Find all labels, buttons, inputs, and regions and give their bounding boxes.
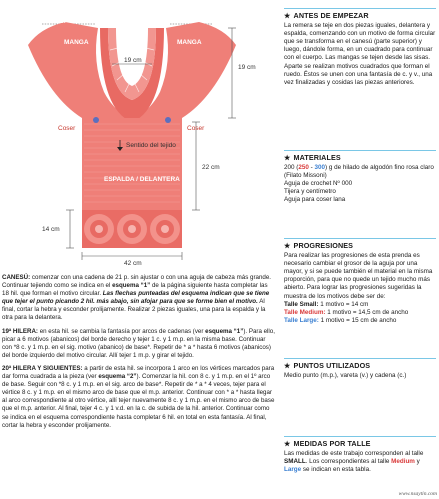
label-height-bottom: 14 cm [42, 226, 60, 233]
section-title [284, 440, 436, 448]
canesu-text-3: Al final, cortar la hebra y esconder prolijamente. Realizar 2 piezas iguales, una para la espalda y la otra para la delantera. [2, 298, 266, 322]
section-antes [284, 8, 436, 87]
star-icon: ★ [284, 241, 291, 250]
label-height-right: 19 cm [238, 64, 256, 71]
label-panel: ESPALDA / DELANTERA [104, 176, 180, 183]
section-title [284, 362, 436, 370]
talle-small: Talle Small: 1 motivo = 14 cm [284, 300, 369, 308]
instructions [2, 274, 276, 435]
h20-paragraph [2, 365, 276, 430]
watermark: www.nsaytin.com [398, 491, 437, 497]
label-coser-left-top: Coser [48, 18, 67, 25]
label-manga-left: MANGA [64, 39, 89, 46]
materiales-line3: Tijera y centímetro [284, 188, 336, 196]
label-coser-left-side: Coser [58, 125, 76, 132]
divider [284, 150, 436, 151]
hem-motifs [84, 214, 180, 244]
medium-value: 250 [298, 164, 309, 172]
section-title [284, 242, 436, 250]
section-progresiones [284, 238, 436, 325]
puntos-title: PUNTOS UTILIZADOS [293, 361, 371, 370]
antes-text: La remera se teje en dos piezas iguales, delantera y espalda, comenzando con un motivo de forma circular que se transforma en el canesú (parte superior) y luego, dándole forma, en un cuadrado para continuar con el cuerpo. Las mangas se tejen desde las sisas. Aparte se realizan motivos cuadrados que forman el ruedo. Éstos se unen con una fantasía de c. y v., una vez finalizadas y cosidas las piezas anteriores. [284, 22, 436, 86]
h20-title: 20ª HILERA Y SIGUIENTES: [2, 364, 83, 372]
canesu-paragraph [2, 274, 276, 323]
section-title [284, 154, 436, 162]
medidas-title: MEDIDAS POR TALLE [293, 439, 371, 448]
large-value: 300 [314, 164, 325, 172]
talle-medium: Talle Medium: 1 motivo = 14,5 cm de ancho [284, 308, 409, 316]
h19-paragraph [2, 328, 276, 360]
progresiones-title: PROGRESIONES [293, 241, 354, 250]
section-title [284, 12, 436, 20]
medidas-text: Las medidas de este trabajo corresponden al talle SMALL. Los correspondientes al talle Medium y Large se indican en esta tabla. [284, 450, 424, 474]
divider [284, 436, 436, 437]
canesu-title: CANESÚ: [2, 274, 31, 281]
sidebar [284, 0, 439, 499]
section-materiales [284, 150, 436, 205]
side-motif-left [93, 117, 99, 123]
star-icon: ★ [284, 11, 291, 20]
canesu-text-1: comenzar con una cadena de 21 p. sin ajustar o con una aguja de cabeza más grande. Continuar tejiendo como se indica en el [2, 274, 271, 290]
star-icon: ★ [284, 439, 291, 448]
label-coser-right-side: Coser [187, 125, 205, 132]
label-manga-right: MANGA [177, 39, 202, 46]
h19-esquema: esquema “1” [205, 327, 244, 335]
h20-esquema: esquema “2” [98, 373, 137, 381]
divider [284, 238, 436, 239]
garment-schematic [0, 0, 280, 268]
section-medidas [284, 436, 436, 474]
neck-line [120, 28, 144, 76]
canesu-text-2: de la página siguiente hasta completar las 18 hil. que forman el motivo circular. [2, 282, 268, 298]
materiales-line2: Aguja de crochet Nº 000 [284, 180, 353, 188]
star-icon: ★ [284, 153, 291, 162]
side-motif-right [165, 117, 171, 123]
label-height-body: 22 cm [202, 164, 220, 171]
h19-text-2: ). Para ello, picar a 6 motivos (abanicos) del borde derecho y tejer 1 c. y 1 m.p. en la misma base. Continuar con *8 c. y 1 m.p. en el sig. motivo (abanico) de base*. Repetir de * a * hasta 6 motivos (abanicos) del borde izquierdo del motivo circular. Allí tejer 1 m.p. y girar el tejido. [2, 327, 275, 359]
section-puntos [284, 358, 436, 380]
h20-text-1: a partir de esta hil. se incorpora 1 arco en los vértices marcados para dar forma cuadrada a la pieza (ver [2, 364, 275, 381]
label-coser-right-top: Coser [172, 18, 191, 25]
h19-text-1: en esta hil. se cambia la fantasía por arcos de cadenas (ver [37, 327, 206, 335]
materiales-title: MATERIALES [293, 153, 341, 162]
h20-text-2: ). Comenzar la hil. con 8 c. y 1 m.p. en el 1º arco de base. Seguir con *8 c. y 1 m.p. en el sig. arco de base*. Repetir de * a * 4 veces, tejer para el vértice 8 c. y 1 m.p. en el mismo arco de base que el m.p. anterior. Continuar con * a * hasta llegar al arco correspondiente al otro vértice, allí tejer nuevamente 8 c. y 1 m.p. en el mismo arco de base que el m.p. anterior. Al final, tejer 4 c. y 1 v.d. en la c. de subida de la hil. anterior. Continuar como se indica en el esquema correspondiente hasta completar 6 hil. en total en esta fantasía. Al final, cortar la hebra y esconder prolijamente. [2, 373, 275, 429]
puntos-text: Medio punto (m.p.), vareta (v.) y cadena (c.) [284, 372, 407, 380]
label-width-bottom: 42 cm [124, 260, 142, 267]
talle-large: Talle Large: 1 motivo = 15 cm de ancho [284, 316, 397, 324]
divider [284, 358, 436, 359]
divider [284, 8, 436, 9]
star-icon: ★ [284, 361, 291, 370]
antes-title: ANTES DE EMPEZAR [293, 11, 369, 20]
materiales-line4: Aguja para coser lana [284, 196, 346, 204]
progresiones-text: Para realizar las progresiones de esta prenda es necesario cambiar el grosor de la aguja por una mayor, y si se puede también el material en la misma proporción, para que no quede un tejido mucho más abierto. Para lograr las progresiones sugeridas la muestra de los motivos debe ser de: [284, 252, 433, 300]
canesu-esquema: esquema “1” [112, 282, 151, 290]
canesu-italic-note: Las flechas punteadas del esquema indican que se tiene que tejer el punto picando 2 hil. más abajo, sin afojar para que se forme bien el motivo. [2, 290, 270, 306]
label-direction: Sentido del tejido [126, 142, 176, 149]
label-width-top: 19 cm [124, 57, 142, 64]
materiales-line1: 200 (250 - 300) g de hilado de algodón fino rosa claro (Filato Missoni) [284, 164, 434, 180]
h19-title: 19ª HILERA: [2, 327, 38, 335]
